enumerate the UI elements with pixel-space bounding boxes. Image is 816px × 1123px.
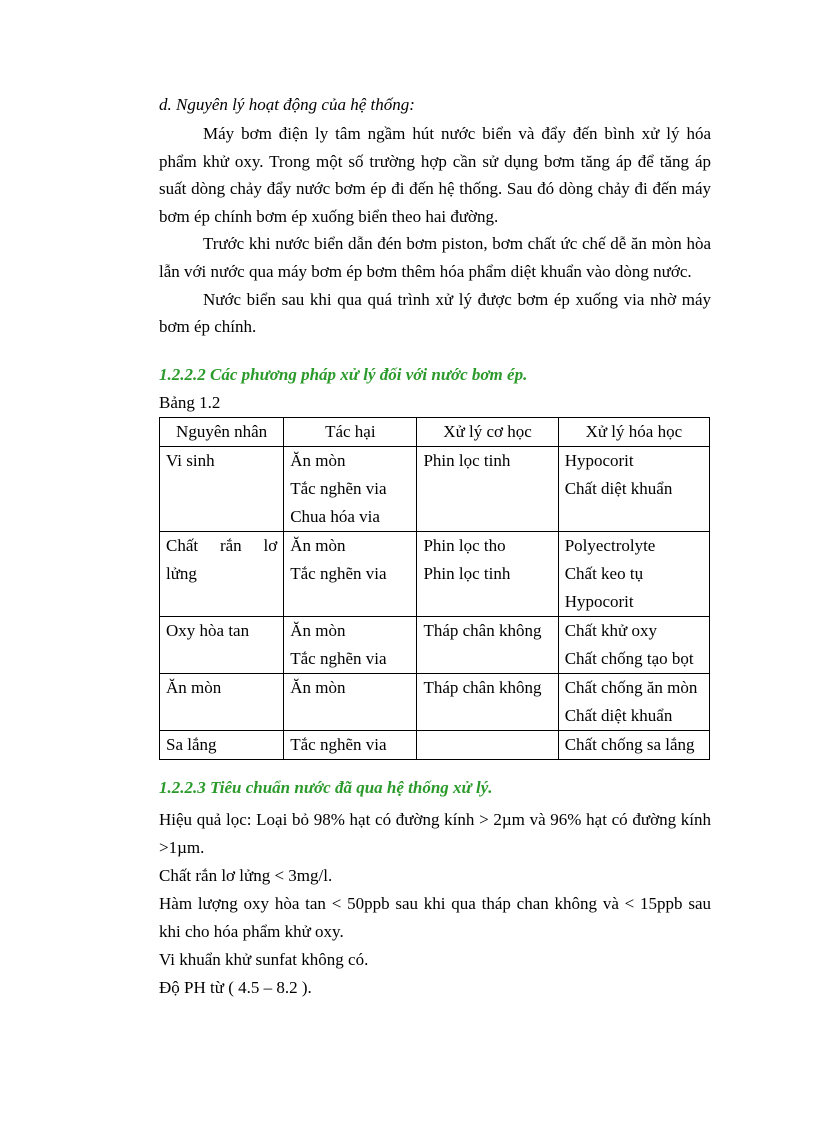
cell-harm xyxy=(284,673,417,730)
standard-sulfate-bacteria: Vi khuẩn khử sunfat không có. xyxy=(159,949,369,969)
cell-text-line: Hypocorit xyxy=(564,450,634,470)
cell-harm xyxy=(284,616,417,673)
intro-paragraph-3: Nước biển sau khi qua quá trình xử lý được bơm ép xuống via nhờ máy bơm ép chính. xyxy=(159,289,711,337)
cell-text-line: Tắc nghẽn via xyxy=(290,563,387,583)
document-page xyxy=(159,92,711,1002)
cell-text-line: Ăn mòn xyxy=(290,620,346,640)
header-cause: Nguyên nhân xyxy=(160,417,284,446)
table-row xyxy=(160,730,710,759)
cell-cause xyxy=(160,446,284,531)
cell-text-line: Ăn mòn xyxy=(290,535,346,555)
cell-text-line: Polyectrolyte xyxy=(564,535,656,555)
table-row xyxy=(160,673,710,730)
standard-dissolved-oxygen: Hàm lượng oxy hòa tan < 50ppb sau khi qua tháp chan không và < 15ppb sau khi cho hóa phẩm khử oxy. xyxy=(159,893,711,941)
cell-text-line: Phin lọc tinh xyxy=(423,563,511,583)
standards-list xyxy=(159,806,711,1002)
cell-text-line: Ăn mòn xyxy=(290,450,346,470)
cell-text-line: lửng xyxy=(166,563,197,583)
cell-cause xyxy=(160,531,284,616)
header-mechanical: Xử lý cơ học xyxy=(417,417,558,446)
cell-chemical xyxy=(558,673,709,730)
cell-text-line: Chất chống ăn mòn xyxy=(564,677,698,697)
cell-cause xyxy=(160,673,284,730)
cell-text-line: Phin lọc tho xyxy=(423,535,506,555)
cell-text-line: Tắc nghẽn via xyxy=(290,478,387,498)
cell-text-line: Chất khử oxy xyxy=(564,620,658,640)
cell-text-line: Tháp chân không xyxy=(423,620,542,640)
cell-mechanical xyxy=(417,730,558,759)
cell-cause xyxy=(160,616,284,673)
table-row xyxy=(160,446,710,531)
standard-suspended-solids: Chất rắn lơ lửng < 3mg/l. xyxy=(159,865,333,885)
cell-harm xyxy=(284,730,417,759)
cell-text-line: Chất chống tạo bọt xyxy=(564,648,694,668)
cell-chemical xyxy=(558,730,709,759)
cell-cause xyxy=(160,730,284,759)
cell-harm xyxy=(284,531,417,616)
cell-chemical xyxy=(558,616,709,673)
cell-text-line: Ăn mòn xyxy=(166,677,222,697)
cell-mechanical xyxy=(417,616,558,673)
cell-text-line: Phin lọc tinh xyxy=(423,450,511,470)
cell-text-line: Vi sinh xyxy=(166,450,215,470)
header-chemical: Xử lý hóa học xyxy=(558,417,709,446)
cell-chemical xyxy=(558,531,709,616)
standard-filtration: Hiệu quả lọc: Loại bỏ 98% hạt có đường kính > 2µm và 96% hạt có đường kính >1µm. xyxy=(159,809,711,857)
cell-text-line: Sa lắng xyxy=(166,734,217,754)
cell-harm xyxy=(284,446,417,531)
cell-text-line: Chất keo tụ xyxy=(564,563,644,583)
intro-paragraph-2: Trước khi nước biển dẫn đén bơm piston, bơm chất ức chế dễ ăn mòn hòa lẫn với nước qua máy bơm ép bơm thêm hóa phẩm diệt khuẩn vào dòng nước. xyxy=(159,234,711,281)
section-heading-water-standards: 1.2.2.3 Tiêu chuẩn nước đã qua hệ thống xử lý. xyxy=(159,777,493,797)
table-caption: Bảng 1.2 xyxy=(159,392,221,412)
intro-paragraph-1: Máy bơm điện ly tâm ngầm hút nước biển và đẩy đến bình xử lý hóa phẩm khử oxy. Trong một số trường hợp cần sử dụng bơm tăng áp để tăng áp suất dòng chảy đẩy nước bơm ép đi đến hệ thống. Sau đó dòng chảy đi đến máy bơm ép chính bơm ép xuống biển theo hai đường. xyxy=(159,124,711,226)
cell-mechanical xyxy=(417,446,558,531)
cell-text-line: Tắc nghẽn via xyxy=(290,734,387,754)
cell-text-line: Hypocorit xyxy=(564,591,634,611)
cell-text-line: Chua hóa via xyxy=(290,506,380,526)
intro-subheading: d. Nguyên lý hoạt động của hệ thống: xyxy=(159,95,415,114)
cell-mechanical xyxy=(417,531,558,616)
header-harm: Tác hại xyxy=(284,417,417,446)
cell-text-line: Chất rắn lơ xyxy=(166,535,278,555)
section-heading-treatment-methods: 1.2.2.2 Các phương pháp xử lý đối với nước bơm ép. xyxy=(159,364,528,384)
cell-text-line: Chất diệt khuẩn xyxy=(564,705,673,725)
cell-text-line: Oxy hòa tan xyxy=(166,620,250,640)
table-body xyxy=(160,446,710,759)
cell-text-line: Ăn mòn xyxy=(290,677,346,697)
cell-text-line: Tắc nghẽn via xyxy=(290,648,387,668)
cell-text-line: Tháp chân không xyxy=(423,677,542,697)
table-row xyxy=(160,616,710,673)
treatment-table xyxy=(159,417,710,760)
cell-mechanical xyxy=(417,673,558,730)
table-header-row xyxy=(160,417,710,446)
cell-text-line: Chất chống sa lắng xyxy=(564,734,695,754)
cell-chemical xyxy=(558,446,709,531)
standard-ph-range: Độ PH từ ( 4.5 – 8.2 ). xyxy=(159,977,312,997)
cell-text-line: Chất diệt khuẩn xyxy=(564,478,673,498)
table-row xyxy=(160,531,710,616)
